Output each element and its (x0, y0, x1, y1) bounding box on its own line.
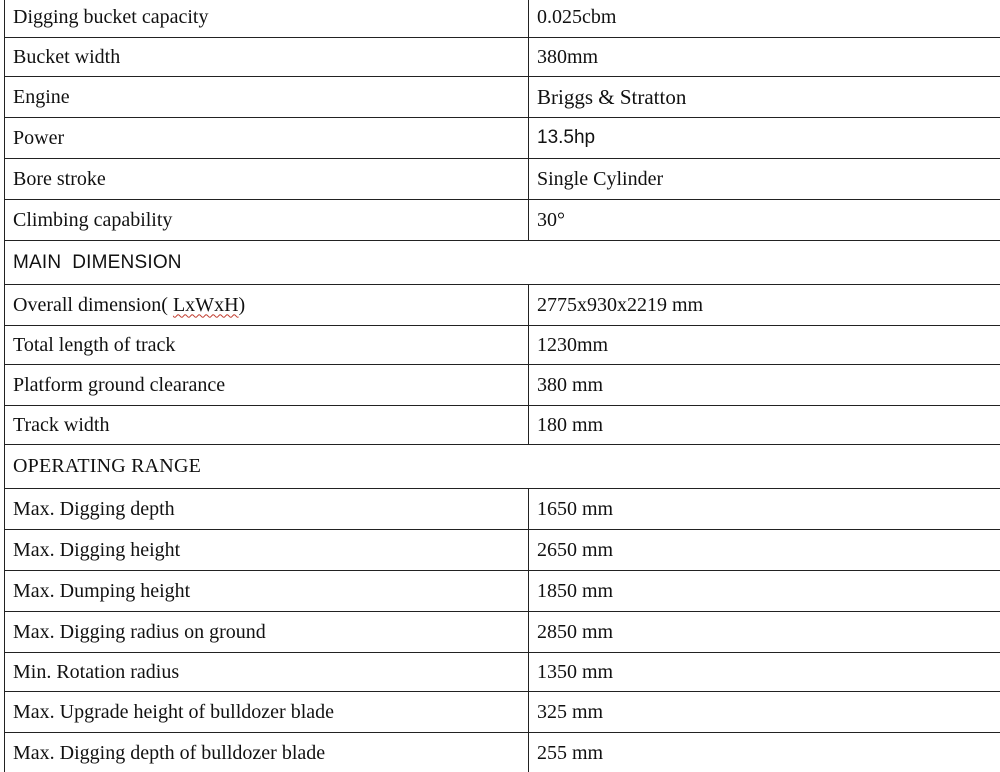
table-row (5, 0, 1000, 38)
spec-value: 255 mm (529, 733, 1000, 772)
spellcheck-marked-text: LxWxH (172, 293, 239, 316)
spec-value: 30° (529, 200, 1000, 241)
spec-value: 2775x930x2219 mm (529, 285, 1000, 326)
spec-label: Max. Digging depth (5, 489, 529, 530)
table-row (5, 77, 1000, 118)
table-row (5, 326, 1000, 365)
table-row (5, 365, 1000, 406)
spec-label: Bore stroke (5, 159, 529, 200)
section-title-operating-range: OPERATING RANGE (5, 445, 1000, 489)
spec-label: Digging bucket capacity (5, 0, 529, 38)
section-header-row (5, 445, 1000, 489)
spec-value: 380 mm (529, 365, 1000, 406)
spec-label: Min. Rotation radius (5, 653, 529, 692)
spec-label: Max. Digging height (5, 530, 529, 571)
spec-value: 180 mm (529, 406, 1000, 445)
table-row (5, 489, 1000, 530)
table-row (5, 571, 1000, 612)
spec-label: Power (5, 118, 529, 159)
table-row (5, 159, 1000, 200)
spec-value: 2650 mm (529, 530, 1000, 571)
spec-value: 13.5hp (529, 118, 1000, 159)
spec-label: Max. Digging radius on ground (5, 612, 529, 653)
overall-label-suffix: ) (238, 293, 246, 316)
table-row (5, 285, 1000, 326)
spec-value: 1850 mm (529, 571, 1000, 612)
spec-label: Engine (5, 77, 529, 118)
spec-label: Max. Digging depth of bulldozer blade (5, 733, 529, 772)
spec-label: Platform ground clearance (5, 365, 529, 406)
spec-label: Max. Dumping height (5, 571, 529, 612)
table-row (5, 530, 1000, 571)
table-row (5, 38, 1000, 77)
table-row (5, 733, 1000, 772)
spec-value: Briggs & Stratton (529, 77, 1000, 118)
table-row (5, 118, 1000, 159)
table-row (5, 612, 1000, 653)
table-row (5, 653, 1000, 692)
spec-value: 1650 mm (529, 489, 1000, 530)
spec-value: 2850 mm (529, 612, 1000, 653)
table-row (5, 406, 1000, 445)
spec-value: 325 mm (529, 692, 1000, 733)
spec-label: Max. Upgrade height of bulldozer blade (5, 692, 529, 733)
spec-value: 1350 mm (529, 653, 1000, 692)
overall-label-prefix: Overall dimension( (13, 293, 173, 316)
spec-table (4, 0, 1000, 772)
spec-label: Climbing capability (5, 200, 529, 241)
spec-label (5, 285, 529, 326)
spec-value: 380mm (529, 38, 1000, 77)
table-row (5, 200, 1000, 241)
spec-value: 0.025cbm (529, 0, 1000, 38)
section-title-main-dimension: MAIN DIMENSION (5, 241, 1000, 285)
section-header-row (5, 241, 1000, 285)
table-row (5, 692, 1000, 733)
spec-label: Bucket width (5, 38, 529, 77)
spec-value: Single Cylinder (529, 159, 1000, 200)
spec-label: Total length of track (5, 326, 529, 365)
spec-value: 1230mm (529, 326, 1000, 365)
spec-label: Track width (5, 406, 529, 445)
